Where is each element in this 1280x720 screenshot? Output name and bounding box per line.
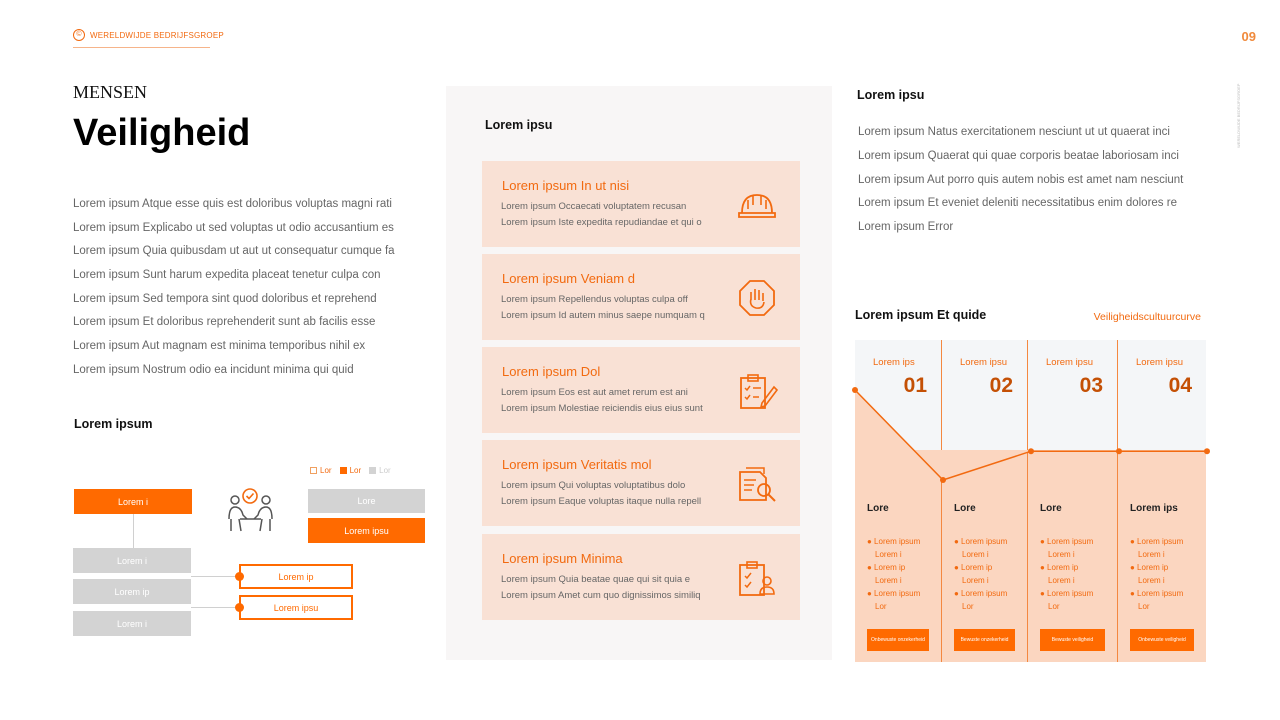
curve-point [1204, 448, 1210, 454]
left-body-text [73, 196, 413, 386]
stage-button[interactable]: Onbewuste veiligheid [1130, 629, 1194, 651]
stop-hand-icon [736, 280, 778, 316]
stage-item: Lor [1130, 602, 1150, 611]
safety-card [482, 440, 800, 526]
meeting-people-icon [226, 487, 276, 535]
diagram-gray-box: Lorem i [73, 548, 191, 573]
chart-title: Lorem ipsum Et quide [855, 308, 987, 322]
stage-item: Lorem i [1040, 550, 1075, 559]
card-text: Lorem ipsum Molestiae reiciendis eius eius sunt [501, 403, 703, 414]
stage-item: ● Lorem ipsum [1040, 537, 1094, 546]
text-line: Lorem ipsum Et eveniet deleniti necessitatibus enim dolores re [858, 197, 1177, 210]
card-title: Lorem ipsum In ut nisi [502, 178, 630, 193]
legend-swatch-outline [310, 467, 317, 474]
safety-card [482, 534, 800, 620]
diagram-box-top: Lorem i [74, 489, 192, 514]
stage-number: 04 [1168, 374, 1192, 397]
diagram-box-gray-right: Lore [308, 489, 425, 513]
brand-divider [73, 47, 210, 48]
brand [73, 29, 224, 41]
brand-name: WERELDWIJDE BEDRIJFSGROEP [90, 30, 224, 40]
left-subheading: Lorem ipsum [74, 417, 153, 431]
stage-item: ● Lorem ipsum [867, 537, 921, 546]
text-line: Lorem ipsum Error [858, 221, 954, 234]
safety-culture-chart [855, 340, 1207, 662]
stage-item: ● Lorem ipsum [954, 537, 1008, 546]
right-title: Lorem ipsu [857, 88, 925, 102]
clipboard-person-icon [736, 560, 778, 596]
stage-item: Lorem i [867, 550, 902, 559]
text-line: Lorem ipsum Natus exercitationem nesciunt ut ut quaerat inci [858, 126, 1170, 138]
stage-item: Lorem i [1040, 576, 1075, 585]
card-text: Lorem ipsum Repellendus voluptas culpa off [501, 294, 688, 305]
section-label: MENSEN [73, 82, 148, 102]
diagram-outline-box: Lorem ipsu [239, 595, 353, 620]
safety-card [482, 161, 800, 247]
stage-button[interactable]: Bewuste veiligheid [1040, 629, 1105, 651]
card-title: Lorem ipsum Veritatis mol [502, 457, 652, 472]
page-number: 09 [1241, 29, 1256, 44]
diagram-dot [235, 572, 244, 581]
stage-item: ● Lorem ipsum [1130, 537, 1184, 546]
text-line: Lorem ipsum Quaerat qui quae corporis beatae laboriosam inci [858, 149, 1179, 162]
diagram-gray-box: Lorem ip [73, 579, 191, 604]
stage-number: 03 [1079, 374, 1103, 397]
diagram-outline-box: Lorem ip [239, 564, 353, 589]
card-text: Lorem ipsum Occaecati voluptatem recusan [501, 201, 687, 212]
stage-item: Lor [867, 602, 887, 611]
stage-heading: Lore [1040, 503, 1062, 514]
stage-item: ● Lorem ip [1130, 563, 1169, 572]
stage-item: Lor [1040, 602, 1060, 611]
text-line: Lorem ipsum Nostrum odio ea incidunt minima qui quid [73, 363, 354, 376]
stage-label: Lorem ipsu [1136, 357, 1183, 368]
curve-area [855, 390, 1207, 480]
card-text: Lorem ipsum Iste expedita repudiandae et qui o [501, 217, 702, 228]
curve-svg [855, 340, 1207, 662]
diagram-box-orange-right: Lorem ipsu [308, 518, 425, 543]
safety-card [482, 347, 800, 433]
card-title: Lorem ipsum Minima [502, 551, 623, 566]
stage-item: Lorem i [867, 576, 902, 585]
curve-point [1116, 448, 1122, 454]
stage-number: 02 [989, 374, 1013, 397]
stage-item: Lorem i [954, 550, 989, 559]
diagram-connector [191, 576, 239, 577]
stage-item: ● Lorem ipsum [1130, 589, 1184, 598]
hard-hat-icon [736, 187, 778, 223]
curve-point [1028, 448, 1034, 454]
card-text: Lorem ipsum Eos est aut amet rerum est ani [501, 387, 688, 398]
copyright-logo-icon: © [73, 29, 85, 41]
card-text: Lorem ipsum Amet cum quo dignissimos similiq [501, 590, 701, 601]
curve-point [940, 477, 946, 483]
stage-item: Lorem i [954, 576, 989, 585]
stage-item: ● Lorem ipsum [954, 589, 1008, 598]
stage-label: Lorem ips [873, 357, 915, 368]
legend-item: Lor [340, 466, 362, 475]
stage-item: Lorem i [1130, 576, 1165, 585]
right-body-text [858, 124, 1208, 243]
text-line: Lorem ipsum Aut porro quis autem nobis est amet nam nesciunt [858, 173, 1184, 186]
stage-heading: Lore [867, 503, 889, 514]
stage-item: Lor [954, 602, 974, 611]
legend-swatch-orange [340, 467, 347, 474]
text-line: Lorem ipsum Sunt harum expedita placeat tenetur culpa con [73, 269, 381, 282]
legend-swatch-gray [369, 467, 376, 474]
clipboard-check-icon [736, 373, 778, 409]
stage-button[interactable]: Bewuste onzekerheid [954, 629, 1015, 651]
stage-item: ● Lorem ip [1040, 563, 1079, 572]
text-line: Lorem ipsum Aut magnam est minima temporibus nihil ex [73, 340, 366, 353]
card-title: Lorem ipsum Veniam d [502, 271, 635, 286]
stage-item: ● Lorem ip [867, 563, 906, 572]
stage-heading: Lorem ips [1130, 503, 1178, 514]
text-line: Lorem ipsum Quia quibusdam ut aut ut consequatur cumque fa [73, 245, 395, 258]
curve-point [852, 387, 858, 393]
document-search-icon [736, 466, 778, 502]
diagram-dot [235, 603, 244, 612]
diagram-gray-box: Lorem i [73, 611, 191, 636]
card-title: Lorem ipsum Dol [502, 364, 601, 379]
stage-item: ● Lorem ip [954, 563, 993, 572]
text-line: Lorem ipsum Explicabo ut sed voluptas ut odio accusantium es [73, 221, 394, 234]
stage-item: Lorem i [1130, 550, 1165, 559]
stage-item: ● Lorem ipsum [867, 589, 921, 598]
stage-heading: Lore [954, 503, 976, 514]
curve-line [855, 390, 1207, 480]
diagram-connector [191, 607, 239, 608]
diagram-legend [310, 466, 391, 475]
legend-item: Lor [310, 466, 332, 475]
stage-number: 01 [903, 374, 927, 397]
text-line: Lorem ipsum Et doloribus reprehenderit sunt ab facilis esse [73, 316, 376, 329]
stage-label: Lorem ipsu [960, 357, 1007, 368]
vertical-brand-label: WERELDWIJDE BEDRIJFSGROEP [1236, 83, 1241, 148]
card-text: Lorem ipsum Eaque voluptas itaque nulla repell [501, 496, 702, 507]
card-text: Lorem ipsum Qui voluptas voluptatibus dolo [501, 480, 686, 491]
diagram-connector [133, 514, 134, 548]
chart-subtitle: Veiligheidscultuurcurve [1093, 311, 1201, 323]
card-text: Lorem ipsum Quia beatae quae qui sit quia e [501, 574, 691, 585]
page-title: Veiligheid [73, 112, 251, 154]
stage-label: Lorem ipsu [1046, 357, 1093, 368]
middle-title: Lorem ipsu [485, 118, 553, 132]
stage-item: ● Lorem ipsum [1040, 589, 1094, 598]
safety-card [482, 254, 800, 340]
card-text: Lorem ipsum Id autem minus saepe numquam q [501, 310, 705, 321]
legend-item: Lor [369, 466, 391, 475]
text-line: Lorem ipsum Sed tempora sint quod doloribus et reprehend [73, 292, 377, 305]
stage-button[interactable]: Onbewuste onzekerheid [867, 629, 929, 651]
text-line: Lorem ipsum Atque esse quis est doloribus voluptas magni rati [73, 198, 392, 210]
